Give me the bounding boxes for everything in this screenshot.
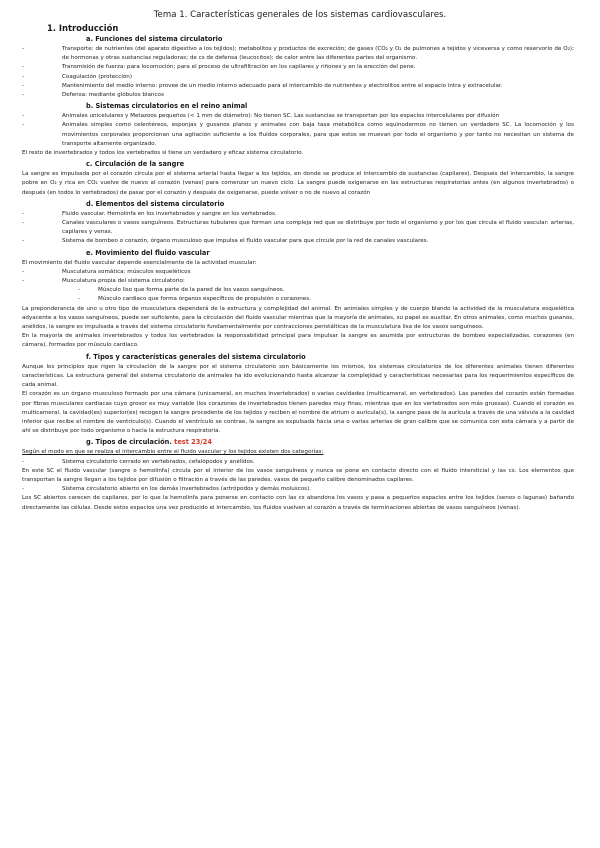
section-e-paragraph-1: La preponderancia de uno u otro tipo de musculatura dependerá de la estructura y complejidad del animal. En animales simples y de cuerpo blando la actividad de la musculatura esquelética adyacente a los vasos sanguíneos, puede ser suficiente, para la circulación del fluido vascular mientras que la mayoría de animales, su papel es auxiliar. En otros animales, como muchos gusanos, anélidos, la sangre es impulsada a través del sistema circulatorio fundamentalmente por contracciones peristálticas de la musculatura lisa de los vasos sanguíneos. <box>22 305 574 331</box>
section-c-heading: c. Circulación de la sangre <box>86 160 185 169</box>
list-item: - Defensa: mediante glóbulos blancos <box>22 92 164 99</box>
list-item: - Fluido vascular. Hemolinfa en los invertebrados y sangre en los vertebrados. <box>22 210 277 217</box>
list-item: - Transmisión de fuerza: para locomoción; para el proceso de ultrafiltración en los capilares y riñones y en la erección del pene. <box>22 64 416 71</box>
sub-list-item: - Músculo cardiaco que forma órganos específicos de propulsión o corazones. <box>78 296 311 303</box>
section-a-bullets <box>0 45 600 100</box>
section-g-paragraph-1: En este SC el fluido vascular (sangre o hemolinfa) circula por el interior de los vasos sanguíneos y nunca se pone en contacto directo con el fluido intersticial y las cs. Los elementos que transportan la sangre llegan a los tejidos por difusión o filtración a través de las paredes, vasos de pequeño calibre denominados capilares. <box>22 467 574 483</box>
document-title: Tema 1. Características generales de los sistemas cardiovasculares. <box>153 10 447 20</box>
list-item: - Animales unicelulares y Metazoos pequeños (< 1 mm de diámetro): No tienen SC. Las sustancias se transportan por los espacios intercelulares por difusión <box>22 113 500 120</box>
section-e-intro: El movimiento del fluido vascular depende esencialmente de la actividad muscular: <box>22 259 257 266</box>
section-g-paragraph-2: Los SC abiertos carecen de capilares, por lo que la hemolinfa para ponerse en contacto con las cs abandona los vasos y pasa a pequeños espacios entre los tejidos (senos o lagunas) bañando directamente las células. Desde estos espacios una vez producido el intercambio, los fluidos vuelven al corazón a través de terminaciones abiertas de vasos sanguíneos (venas). <box>22 495 574 511</box>
list-item: - Canales vasculares o vasos sanguíneos. Estructuras tubulares que forman una compleja red que se distribuye por todo el organismo y por los que circula el fluido vascular: arterias, capilares y venas. <box>22 220 574 236</box>
list-item: - Animales simples como celentéreos, esponjas y gusanos planos y animales con baja tasa metabólica como equinodermos no tienen un verdadero SC. La locomoción y los movimientos corporales proporcionan una agitación suficiente a los fluidos corporales, para que estos se muevan por todo el organismo y por tanto no necesitan un sistema de transporte altamente organizado. <box>22 122 574 147</box>
list-item: - Sistema de bombeo o corazón, órgano musculoso que impulsa el fluido vascular para que circule por la red de canales vasculares. <box>22 238 429 245</box>
section-f-paragraph-2: El corazón es un órgano musculoso formado por una cámara (unicameral, en muchos invertebrados) o varias cavidades (multicameral, en vertebrados). Las paredes del corazón están formadas por fibras musculares cardiacas cuyo grosor es muy variable (los corazones de invertebrados tienen paredes muy finas, mientras que en los vertebrados son más gruesas). Cuando el corazón es multicameral, la cavidad(es) superior(es) recogen la sangre procedente de los tejidos y reciben el nombre de atrium o aurícula(s), la sangre pasa de la aurícula a través de una válvula a la cavidad inferior que recibe el nombre de ventrículo(s). Cuando el ventrículo se contrae, la sangre es expulsada hacia una o varias arterias de gran calibre que se comunica con esta cámara y a partir de ahí se distribuye por todo organismo o hacia la estructura respiratoria. <box>22 391 574 435</box>
section-f-heading: f. Tipos y características generales del sistema circulatorio <box>86 352 306 361</box>
section-e-heading: e. Movimiento del fluido vascular <box>86 248 210 257</box>
list-item: - Transporte: de nutrientes (del aparato digestivo a los tejidos); metabolitos y productos de excreción; de gases (CO₂ y O₂ de pulmones a tejidos y viceversa y como reservorio de O₂); de hormonas y otras sustancias reguladoras; de cs de defensa (leucocitos); de calor entre las diferentes partes del organismo. <box>22 46 574 62</box>
section-d-heading: d. Elementos del sistema circulatorio <box>86 199 225 208</box>
section-a-heading: a. Funciones del sistema circulatorio <box>86 35 223 43</box>
section-f-paragraph-1: Aunque los principios que rigen la circulación de la sangre por el sistema circulatorio son básicamente los mismos, los sistemas circulatorios de los diferentes animales tienen diferentes características. La estructura general del sistema circulatorio de animales ha ido evolucionando hasta alcanzar la complejidad y características necesarias para los requerimientos específicos de cada animal. <box>22 363 574 389</box>
test-tag: test 23/24 <box>174 438 212 447</box>
list-item: - Musculatura propia del sistema circulatorio: <box>22 278 185 285</box>
section-b-closing: El resto de invertebrados y todos los vertebrados si tiene un verdadero y eficaz sistema circulatorio. <box>22 150 304 157</box>
intro-heading: 1. Introducción <box>47 23 119 33</box>
section-g-heading: g. Tipos de circulación. test 23/24 <box>86 438 212 447</box>
list-item: - Sistema circulatorio abierto en los demás invertebrados (artrópodos y demás moluscos). <box>22 486 312 493</box>
sub-list-item: - Músculo liso que forma parte de la pared de los vasos sanguíneos. <box>78 287 285 294</box>
list-item: - Coagulación (protección) <box>22 73 133 80</box>
section-c-paragraph: La sangre es impulsada por el corazón circula por el sistema arterial hasta llegar a los tejidos, en donde se produce el intercambio de sustancias (capilares). Después del intercambio, la sangre pobre en O₂ y rica en CO₂ vuelve de nuevo al corazón (venas) para comenzar un nuevo ciclo. La sangre puede oxigenarse en las estructuras respiratorias antes (en algunos invertebrados) o después (en todos lo vertebrados) de pasar por el corazón y después de oxigenarse, puede volver o no de nuevo al corazón <box>22 171 574 196</box>
section-e-paragraph-2: En la mayoría de animales invertebrados y todos los vertebrados la responsabilidad principal para impulsar la sangre es asumida por estructuras de bombeo especializadas, corazones (en cámara), formados por músculo cardiaco. <box>22 333 574 349</box>
section-b-heading: b. Sistemas circulatorios en el reino animal <box>86 102 248 111</box>
list-item: - Sistema circulatorio cerrado en vertebrados, cefalópodos y anélidos. <box>22 458 255 465</box>
list-item: - Musculatura somática: músculos esqueléticos <box>22 268 191 275</box>
section-g-underlined: Según el modo en que se realiza el intercambio entre el fluido vascular y los tejidos existen dos categorías: <box>22 449 324 456</box>
list-item: - Mantenimiento del medio interno: provee de un medio interno adecuado para el intercambio de nutrientes y electrolitos entre el espacio intra y extracelular. <box>22 82 503 89</box>
